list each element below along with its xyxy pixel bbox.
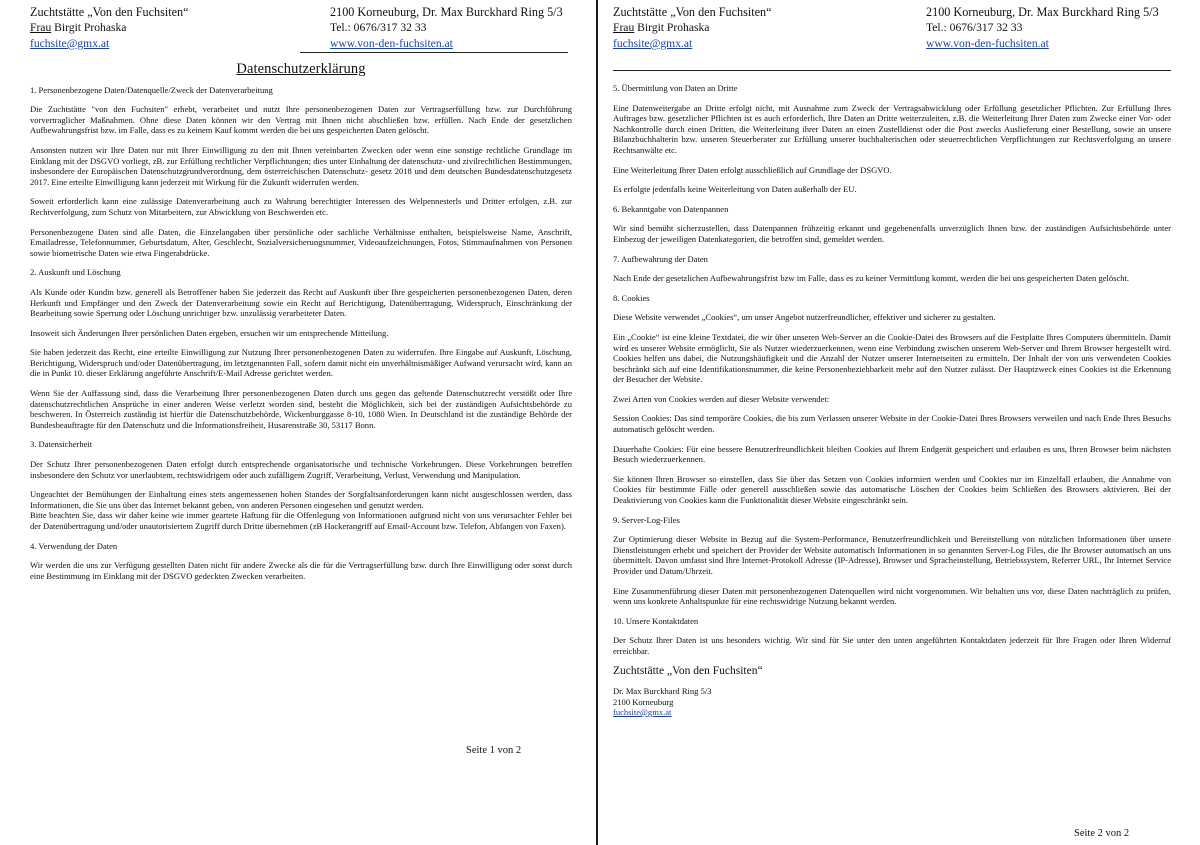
section-heading: 3. Datensicherheit bbox=[30, 439, 93, 450]
paragraph: Die Zuchtstätte "von den Fuchsiten" erhebt, verarbeitet und nutzt Ihre personenbezogenen Daten zur Vertragserfüllung bzw. zur Durchführung vorvertraglicher Maßnahmen. Ohne diese Daten können wir den Vertrag mit Ihnen nicht abschließen bzw. erfüllen. Nach Ende der gesetzlichen Aufbewahrungsfrist bzw. im Falle, dass es zu keinem Kauf kommt werden die bei uns gespeicherten Daten gelöscht. bbox=[30, 104, 572, 136]
page-2-content bbox=[613, 83, 1171, 717]
page-1-content bbox=[30, 61, 572, 590]
section-heading: 6. Bekanntgabe von Datenpannen bbox=[613, 203, 729, 214]
paragraph: Eine Datenweitergabe an Dritte erfolgt nicht, mit Ausnahme zum Zweck der Vertragsabwicklung oder Erfüllung gesetzlicher Pflichten. Zur Erfüllung Ihres Auftrages bzw. gesetzlicher Pflichten ist es auch erforderlich, Ihre Daten an Dritte weiterzuleiten, z.B. die Weiterleitung Ihrer Daten zum Zwecke einer Vor- oder Nachkontrolle durch einen Dritten, die Weiterleitung ihrer Daten an einen Zustelldienst oder die Post zwecks Auslieferung einer Bestellung, sowie an unsere Bilanzbuchhalterin bzw. unseren Steuerberater zur Erfüllung unserer buchhalterischen oder steuerrechtlichen Verpflichtungen zur Rechtsverfolgung an unsere Rechtsanwälte etc. bbox=[613, 102, 1171, 155]
letterhead-company: Zuchtstätte „Von den Fuchsiten“ bbox=[30, 5, 189, 19]
letterhead-person: Birgit Prohaska bbox=[54, 21, 127, 34]
section-heading: 1. Personenbezogene Daten/Datenquelle/Zweck der Datenverarbeitung bbox=[30, 84, 273, 95]
letterhead-website-link[interactable]: www.von-den-fuchsiten.at bbox=[926, 37, 1049, 50]
paragraph: Ungeachtet der Bemühungen der Einhaltung eines stets angemessenen hohen Standes der Sorgfaltsanforderungen kann nicht ausgeschlossen werden, dass Informationen, die Sie uns über das Internet bekannt geben, von anderen Personen eingesehen und genutzt werden. bbox=[30, 489, 572, 510]
closing-city: 2100 Korneuburg bbox=[613, 696, 674, 707]
letterhead-person: Birgit Prohaska bbox=[637, 21, 710, 34]
section-heading: 5. Übermittlung von Daten an Dritte bbox=[613, 83, 738, 93]
paragraph: Session Cookies: Das sind temporäre Cookies, die bis zum Verlassen unserer Website in der Cookie-Datei Ihres Browsers verweilen und nach Ende Ihres Besuchs automatisch gelöscht werden. bbox=[613, 413, 1171, 435]
letterhead-company: Zuchtstätte „Von den Fuchsiten“ bbox=[613, 5, 772, 19]
page-number: Seite 2 von 2 bbox=[1074, 828, 1130, 839]
section-heading: 8. Cookies bbox=[613, 292, 650, 303]
letterhead-phone: Tel.: 0676/317 32 33 bbox=[330, 21, 427, 34]
letterhead-email-link[interactable]: fuchsite@gmx.at bbox=[613, 37, 693, 50]
header-rule bbox=[613, 70, 1171, 71]
closing-email-link[interactable]: fuchsite@gmx.at bbox=[613, 706, 672, 717]
page-number: Seite 1 von 2 bbox=[466, 745, 522, 756]
paragraph: Als Kunde oder Kundin bzw. generell als Betroffener haben Sie jederzeit das Recht auf Auskunft über Ihre gespeicherten personenbezogenen Daten, deren Herkunft und Empfänger und den Zweck der Datenverarbeitung sowie ein Recht auf Berichtigung, Datenübertragung, Widerspruch, Einschränkung der Bearbeitung sowie Sperrung oder Löschung unrichtiger bzw. unzulässig verarbeiteter Daten. bbox=[30, 286, 572, 319]
paragraph: Diese Website verwendet „Cookies“, um unser Angebot nutzerfreundlicher, effektiver und sicherer zu gestalten. bbox=[613, 312, 996, 323]
paragraph: Personenbezogene Daten sind alle Daten, die Einzelangaben über persönliche oder sachliche Verhältnisse enthalten, beispielsweise Name, Anschrift, Emailadresse, Telefonnummer, Geburtsdatum, Alter, Geschlecht, Sozialversicherungsnummer, Videoaufzeichnungen, Fotos, Stimmaufnahmen von Personen sowie biometrische Daten wie etwa Fingerabdrücke. bbox=[30, 226, 572, 258]
section-heading: 9. Server-Log-Files bbox=[613, 514, 680, 525]
letterhead-salutation: Frau bbox=[30, 21, 52, 34]
paragraph: Es erfolgte jedenfalls keine Weiterleitung von Daten außerhalb der EU. bbox=[613, 184, 857, 195]
paragraph: Wir sind bemüht sicherzustellen, dass Datenpannen frühzeitig erkannt und gegebenenfalls unverzüglich Ihnen bzw. der zuständigen Aufsichtsbehörde unter Einbezug der jeweiligen Datenkategorien, die betroffen sind, gemeldet werden. bbox=[613, 223, 1171, 244]
section-heading: 10. Unsere Kontaktdaten bbox=[613, 615, 699, 626]
paragraph: Der Schutz Ihrer Daten ist uns besonders wichtig. Wir sind für Sie unter den unten angeführten Kontaktdaten jederzeit für Ihre Fragen oder Ihren Widerruf erreichbar. bbox=[613, 635, 1171, 656]
letterhead-address: 2100 Korneuburg, Dr. Max Burckhard Ring 5/3 bbox=[330, 5, 563, 19]
paragraph: Ansonsten nutzen wir Ihre Daten nur mit Ihrer Einwilligung zu den mit Ihnen vereinbarten Zwecken oder wenn eine sonstige rechtliche Grundlage im Einklang mit der DSGVO vorliegt, zB. zur Erfüllung rechtlicher Verpflichtungen; dies unter Einhaltung der datenschutz- und zivilrechtlichen Bestimmungen, insbesondere der Europäischen Datenschutzgrundverordnung, dem österreichischen Datenschutz- gesetz 2018 und dem deutschen Bundesdatenschutzgesetz 2017. Eine erteilte Einwilligung kann jederzeit mit Wirkung für die Zukunft widerrufen werden. bbox=[30, 144, 572, 187]
document-title: Datenschutzerklärung bbox=[236, 61, 366, 77]
closing-company: Zuchtstätte „Von den Fuchsiten“ bbox=[613, 664, 763, 677]
letterhead-phone: Tel.: 0676/317 32 33 bbox=[926, 21, 1023, 34]
paragraph: Der Schutz Ihrer personenbezogenen Daten erfolgt durch entsprechende organisatorische und technische Vorkehrungen. Diese Vorkehrungen betreffen insbesondere den Schutz vor unerlaubtem, rechtswidrigem oder auch zufälligem Zugriff, Verarbeitung, Verlust, Verwendung und Manipulation. bbox=[30, 459, 572, 480]
paragraph: Sie können Ihren Browser so einstellen, dass Sie über das Setzen von Cookies informiert werden und Cookies nur im Einzelfall erlauben, die Annahme von Cookies für bestimmte Fälle oder generell ausschließen sowie das automatische Löschen der Cookies beim Schließen des Browsers aktivieren. Bei der Deaktivierung von Cookies kann die Funktionalität dieser Website eingeschränkt sein. bbox=[613, 473, 1171, 506]
paragraph: Zur Optimierung dieser Website in Bezug auf die System-Performance, Benutzerfreundlichkeit und Bereitstellung von nützlichen Informationen über unsere Dienstleistungen erhebt und speichert der Provider der Website automatisch Informationen in so genannten Server-Log Files, die Ihr Browser automatisch an uns übermittelt. Davon umfasst sind Ihre Internet-Protokoll Adresse (IP-Adresse), Browser und Spracheinstellung, Betriebssystem, Referrer URL, Ihr Internet Service Provider und Datum/Uhrzeit. bbox=[613, 534, 1171, 576]
paragraph: Dauerhafte Cookies: Für eine bessere Benutzerfreundlichkeit bleiben Cookies auf Ihrem Endgerät gespeichert und erlauben es uns, Ihren Browser beim nächsten Besuch wiederzuerkennen. bbox=[613, 443, 1171, 465]
page-1 bbox=[0, 0, 596, 845]
paragraph: Sie haben jederzeit das Recht, eine erteilte Einwilligung zur Nutzung Ihrer personenbezogenen Daten zu widerrufen. Ihre Eingabe auf Auskunft, Löschung, Berichtigung, Widerspruch und/oder Datenübertragung, im letztgenannten Fall, sofern damit nicht ein unverhältnismäßiger Aufwand verursacht wird, kann an die in Punkt 10. dieser Erklärung angeführte Anschrift/E-Mail Adresse gerichtet werden. bbox=[30, 347, 572, 379]
section-heading: 7. Aufbewahrung der Daten bbox=[613, 253, 708, 264]
letterhead-address: 2100 Korneuburg, Dr. Max Burckhard Ring 5/3 bbox=[926, 5, 1159, 19]
letterhead-website-link[interactable]: www.von-den-fuchsiten.at bbox=[330, 37, 453, 50]
paragraph: Ein „Cookie“ ist eine kleine Textdatei, die wir über unseren Web-Server an die Cookie-Datei des Browsers auf die Festplatte Ihres Computers übermitteln. Damit wird es unserer Website ermöglicht, Sie als Nutzer wiederzuerkennen, wenn eine Verbindung zwischen unserem Web-Server und Ihrem Browser hergestellt wird. Cookies helfen uns dabei, die Nutzungshäufigkeit und die Anzahl der Nutzer unserer Internetseiten zu ermitteln. Der Inhalt der von uns verwendeten Cookies beschränkt sich auf eine Identifikationsnummer, die keine Personenbeziehbarkeit mehr auf den Nutzer zulässt. Der Hauptzweck eines Cookies ist die Erkennung der Besucher der Website. bbox=[613, 331, 1171, 385]
letterhead-salutation: Frau bbox=[613, 21, 635, 34]
paragraph: Eine Zusammenführung dieser Daten mit personenbezogenen Datenquellen wird nicht vorgenommen. Wir behalten uns vor, diese Daten nachträglich zu prüfen, wenn uns konkrete Anhaltspunkte für eine rechtswidrige Nutzung bekannt werden. bbox=[613, 585, 1171, 607]
paragraph: Insoweit sich Änderungen Ihrer persönlichen Daten ergeben, ersuchen wir um entsprechende Mitteilung. bbox=[30, 327, 389, 338]
paragraph: Wenn Sie der Auffassung sind, dass die Verarbeitung Ihrer personenbezogenen Daten durch uns gegen das geltende Datenschutzrecht verstößt oder Ihre datenschutzrechtlichen Ansprüche in einer anderen Weise verletzt worden sind, besteht die Möglichkeit, sich bei der zuständigen Aufsichtsbehörde zu beschweren. In Österreich zuständig ist hierfür die Datenschutzbehörde, Wickenburggasse 8-10, 1080 Wien. In Deutschland ist die zuständige Behörde der Bundesbeauftragte für den Datenschutz und die Informationsfreiheit, Husarenstraße 30, 53117 Bonn. bbox=[30, 388, 572, 430]
section-heading: 4. Verwendung der Daten bbox=[30, 540, 118, 551]
closing-street: Dr. Max Burckhard Ring 5/3 bbox=[613, 686, 712, 697]
paragraph: Zwei Arten von Cookies werden auf dieser Website verwendet: bbox=[613, 393, 830, 404]
header-rule bbox=[300, 52, 568, 53]
paragraph: Wir werden die uns zur Verfügung gestellten Daten nicht für andere Zwecke als die für die Vertragserfüllung bzw. durch Ihre Einwilligung oder sonst durch eine Bestimmung im Einklang mit der DSGVO gedeckten Zwecken verarbeiten. bbox=[30, 560, 572, 581]
section-heading: 2. Auskunft und Löschung bbox=[30, 267, 121, 278]
letterhead-email-link[interactable]: fuchsite@gmx.at bbox=[30, 37, 110, 50]
page-2 bbox=[598, 0, 1200, 845]
paragraph: Soweit erforderlich kann eine zulässige Datenverarbeitung auch zu Wahrung berechtigter Interessen des Welpennesterls und Dritter erfolgen, z.B. zur Rechtverfolgung, zum Schutz von Mitarbeitern, zur Abwicklung von Beschwerden etc. bbox=[30, 196, 572, 217]
paragraph: Bitte beachten Sie, dass wir daher keine wie immer geartete Haftung für die Offenlegung von Informationen aufgrund nicht von uns verursachter Fehler bei der Datenübertragung und/oder unautorisiertem Zugriff durch Dritte übernehmen (zB Hackerangriff auf Email-Account bzw. Telefon, Abfangen von Faxen). bbox=[30, 510, 572, 531]
paragraph: Eine Weiterleitung Ihrer Daten erfolgt ausschließlich auf Grundlage der DSGVO. bbox=[613, 164, 892, 175]
paragraph: Nach Ende der gesetzlichen Aufbewahrungsfrist bzw im Falle, dass es zu keiner Vermittlung kommt, werden die bei uns gespeicherten Daten gelöscht. bbox=[613, 273, 1130, 284]
